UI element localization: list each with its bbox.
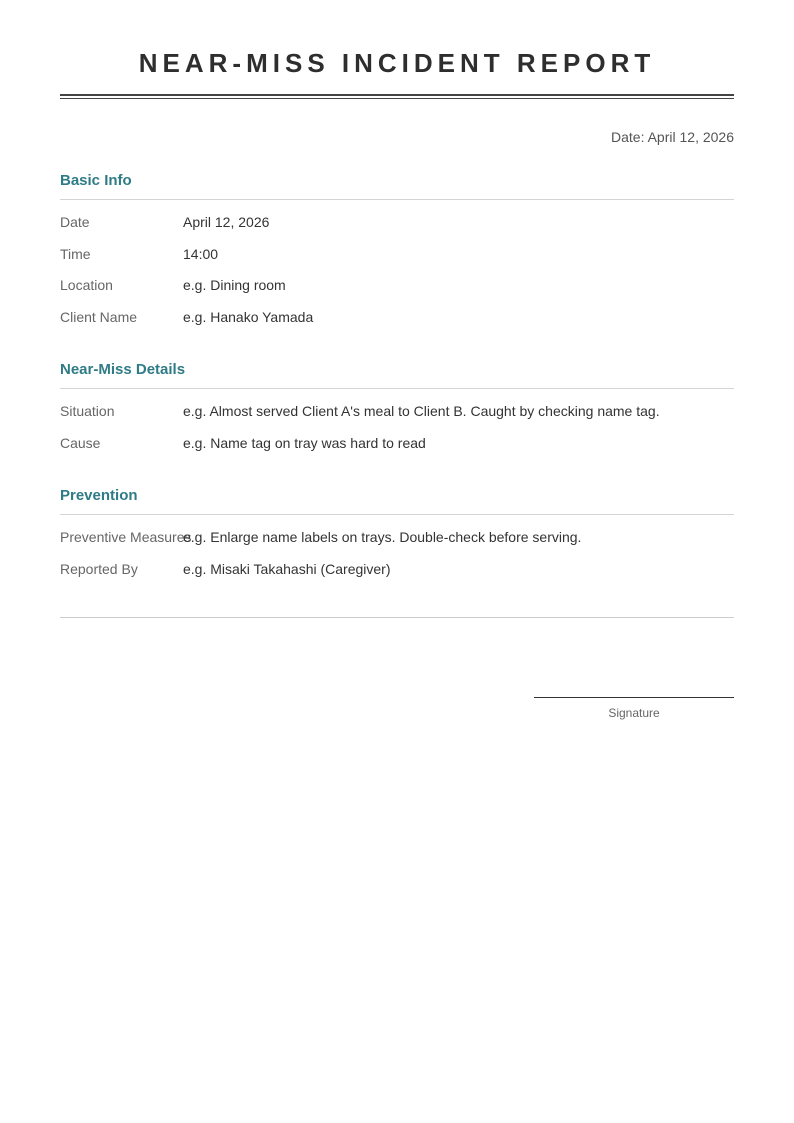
near-miss-details-fields [60,401,734,464]
field-row-time [60,244,734,276]
field-value: e.g. Misaki Takahashi (Caregiver) [183,560,391,577]
signature-block [534,697,734,720]
field-row-reported-by [60,559,734,591]
field-value: 14:00 [183,245,219,262]
basic-info-fields [60,212,734,338]
section-title-basic-info: Basic Info [60,170,734,200]
field-label: Reported By [60,560,138,577]
prevention-fields [60,527,734,590]
footer-divider [60,617,734,618]
field-label: Location [60,277,113,293]
field-row-cause [60,433,734,465]
title-double-rule [60,94,734,99]
field-label: Preventive Measures [60,529,192,545]
field-value: e.g. Name tag on tray was hard to read [183,434,426,451]
field-row-location [60,275,734,307]
field-label: Situation [60,403,115,419]
field-value: e.g. Hanako Yamada [183,308,314,325]
field-label: Date [60,214,90,230]
signature-label: Signature [608,706,660,720]
field-value: e.g. Almost served Client A's meal to Client B. Caught by checking name tag. [183,403,660,419]
signature-line [534,697,734,698]
field-row-client-name [60,307,734,339]
field-value: e.g. Dining room [183,277,286,293]
field-label: Cause [60,434,101,451]
section-title-prevention: Prevention [60,485,734,515]
section-title-near-miss-details: Near-Miss Details [60,359,734,389]
field-row-situation [60,401,734,433]
field-label: Time [60,245,91,262]
document-title: NEAR-MISS INCIDENT REPORT [138,48,656,78]
field-row-date [60,212,734,244]
field-value: e.g. Enlarge name labels on trays. Double-check before serving. [183,529,582,545]
report-date: Date: April 12, 2026 [611,129,734,145]
field-row-preventive-measures [60,527,734,559]
field-label: Client Name [60,308,138,325]
field-value: April 12, 2026 [183,214,270,230]
